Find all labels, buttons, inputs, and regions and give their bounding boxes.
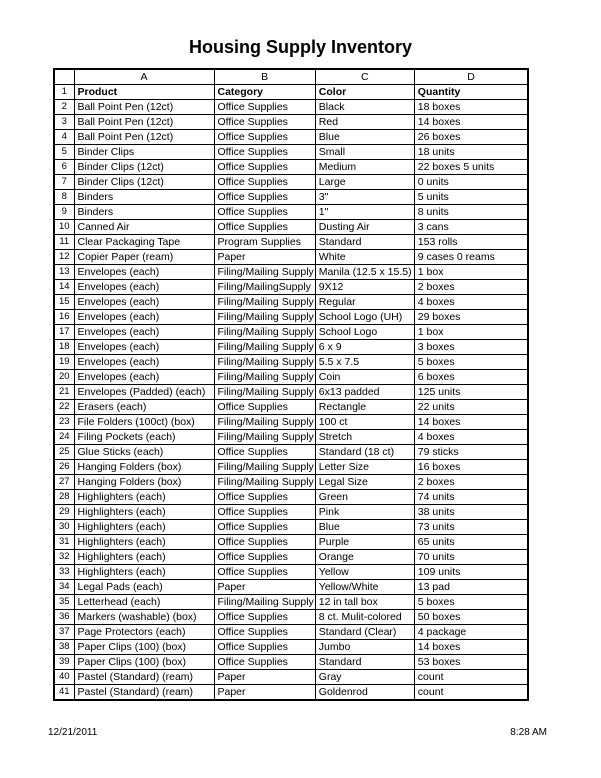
table-row — [54, 385, 528, 400]
cell-product: Highlighters (each) — [74, 550, 214, 565]
cell-category: Office Supplies — [214, 505, 315, 520]
cell-color: Standard (Clear) — [315, 625, 414, 640]
cell-product: Highlighters (each) — [74, 520, 214, 535]
cell-color: Purple — [315, 535, 414, 550]
cell-color: Yellow — [315, 565, 414, 580]
table-row — [54, 415, 528, 430]
table-row — [54, 265, 528, 280]
cell-category: Filing/Mailing Supply — [214, 415, 315, 430]
cell-category: Filing/Mailing Supply — [214, 475, 315, 490]
cell-category: Office Supplies — [214, 520, 315, 535]
cell-color: Standard — [315, 235, 414, 250]
table-row — [54, 505, 528, 520]
cell-product: Pastel (Standard) (ream) — [74, 685, 214, 701]
cell-color: Goldenrod — [315, 685, 414, 701]
table-row — [54, 250, 528, 265]
row-number: 3 — [54, 115, 74, 130]
cell-quantity: 4 boxes — [414, 295, 528, 310]
row-number: 29 — [54, 505, 74, 520]
cell-product: Erasers (each) — [74, 400, 214, 415]
table-row — [54, 520, 528, 535]
cell-category: Filing/Mailing Supply — [214, 325, 315, 340]
cell-category: Filing/Mailing Supply — [214, 370, 315, 385]
table-row — [54, 370, 528, 385]
cell-quantity: 16 boxes — [414, 460, 528, 475]
cell-color: 12 in tall box — [315, 595, 414, 610]
cell-quantity: 3 boxes — [414, 340, 528, 355]
row-number: 40 — [54, 670, 74, 685]
cell-color: Large — [315, 175, 414, 190]
cell-color: Dusting Air — [315, 220, 414, 235]
cell-product: Copier Paper (ream) — [74, 250, 214, 265]
table-row — [54, 175, 528, 190]
table-row — [54, 280, 528, 295]
cell-color: 100 ct — [315, 415, 414, 430]
cell-color: 6x13 padded — [315, 385, 414, 400]
cell-quantity: 3 cans — [414, 220, 528, 235]
cell-product: Pastel (Standard) (ream) — [74, 670, 214, 685]
row-number: 8 — [54, 190, 74, 205]
row-number: 28 — [54, 490, 74, 505]
table-row — [54, 640, 528, 655]
row-number: 10 — [54, 220, 74, 235]
cell-color: 5.5 x 7.5 — [315, 355, 414, 370]
cell-category: Office Supplies — [214, 445, 315, 460]
cell-color: Jumbo — [315, 640, 414, 655]
row-number: 1 — [54, 85, 74, 100]
footer-time: 8:28 AM — [510, 727, 547, 738]
cell-category: Office Supplies — [214, 490, 315, 505]
row-number: 26 — [54, 460, 74, 475]
cell-color: Rectangle — [315, 400, 414, 415]
cell-product: Paper Clips (100) (box) — [74, 655, 214, 670]
table-row — [54, 325, 528, 340]
cell-quantity: 53 boxes — [414, 655, 528, 670]
cell-color: Small — [315, 145, 414, 160]
footer-date: 12/21/2011 — [48, 727, 98, 738]
row-number: 41 — [54, 685, 74, 701]
cell-color: 8 ct. Mulit-colored — [315, 610, 414, 625]
cell-quantity: 2 boxes — [414, 280, 528, 295]
table-row — [54, 295, 528, 310]
cell-product: Hanging Folders (box) — [74, 460, 214, 475]
cell-product: Envelopes (each) — [74, 295, 214, 310]
cell-quantity: 109 units — [414, 565, 528, 580]
cell-category: Filing/Mailing Supply — [214, 340, 315, 355]
cell-quantity: 38 units — [414, 505, 528, 520]
cell-product: Envelopes (each) — [74, 355, 214, 370]
inventory-table — [53, 68, 529, 701]
cell-product: Envelopes (Padded) (each) — [74, 385, 214, 400]
cell-product: Binders — [74, 205, 214, 220]
cell-product: Letterhead (each) — [74, 595, 214, 610]
table-row — [54, 655, 528, 670]
cell-color: 6 x 9 — [315, 340, 414, 355]
row-number: 11 — [54, 235, 74, 250]
header-product: Product — [74, 85, 214, 100]
cell-category: Filing/MailingSupply — [214, 280, 315, 295]
cell-category: Office Supplies — [214, 565, 315, 580]
cell-product: Legal Pads (each) — [74, 580, 214, 595]
cell-color: School Logo (UH) — [315, 310, 414, 325]
table-row — [54, 400, 528, 415]
cell-color: Orange — [315, 550, 414, 565]
cell-color: Black — [315, 100, 414, 115]
row-number: 18 — [54, 340, 74, 355]
table-row — [54, 460, 528, 475]
cell-color: Legal Size — [315, 475, 414, 490]
row-number: 15 — [54, 295, 74, 310]
row-number: 23 — [54, 415, 74, 430]
cell-quantity: 8 units — [414, 205, 528, 220]
cell-color: Regular — [315, 295, 414, 310]
cell-product: File Folders (100ct) (box) — [74, 415, 214, 430]
row-number: 27 — [54, 475, 74, 490]
table-row — [54, 160, 528, 175]
row-number: 2 — [54, 100, 74, 115]
cell-category: Office Supplies — [214, 145, 315, 160]
table-row — [54, 130, 528, 145]
cell-category: Paper — [214, 250, 315, 265]
table-row — [54, 355, 528, 370]
row-number: 25 — [54, 445, 74, 460]
cell-color: Yellow/White — [315, 580, 414, 595]
cell-category: Filing/Mailing Supply — [214, 460, 315, 475]
row-number: 12 — [54, 250, 74, 265]
row-number: 19 — [54, 355, 74, 370]
table-row — [54, 610, 528, 625]
cell-quantity: 125 units — [414, 385, 528, 400]
cell-product: Envelopes (each) — [74, 325, 214, 340]
cell-quantity: 6 boxes — [414, 370, 528, 385]
cell-product: Filing Pockets (each) — [74, 430, 214, 445]
cell-product: Page Protectors (each) — [74, 625, 214, 640]
cell-color: Standard — [315, 655, 414, 670]
cell-quantity: 70 units — [414, 550, 528, 565]
cell-color: Manila (12.5 x 15.5) — [315, 265, 414, 280]
cell-color: Red — [315, 115, 414, 130]
column-letters-row — [54, 69, 528, 85]
cell-product: Highlighters (each) — [74, 535, 214, 550]
row-number: 6 — [54, 160, 74, 175]
cell-quantity: 9 cases 0 reams — [414, 250, 528, 265]
cell-category: Filing/Mailing Supply — [214, 430, 315, 445]
column-letter-d: D — [414, 69, 528, 85]
cell-category: Office Supplies — [214, 115, 315, 130]
cell-category: Filing/Mailing Supply — [214, 355, 315, 370]
table-row — [54, 685, 528, 701]
row-number: 34 — [54, 580, 74, 595]
cell-product: Envelopes (each) — [74, 265, 214, 280]
cell-color: Green — [315, 490, 414, 505]
cell-category: Office Supplies — [214, 220, 315, 235]
cell-product: Binders — [74, 190, 214, 205]
cell-category: Paper — [214, 685, 315, 701]
cell-color: Coin — [315, 370, 414, 385]
cell-quantity: 1 box — [414, 325, 528, 340]
cell-product: Envelopes (each) — [74, 340, 214, 355]
cell-quantity: 13 pad — [414, 580, 528, 595]
cell-category: Filing/Mailing Supply — [214, 265, 315, 280]
cell-quantity: 73 units — [414, 520, 528, 535]
cell-category: Office Supplies — [214, 190, 315, 205]
header-quantity: Quantity — [414, 85, 528, 100]
row-number: 35 — [54, 595, 74, 610]
cell-category: Filing/Mailing Supply — [214, 310, 315, 325]
table-row — [54, 100, 528, 115]
row-number: 7 — [54, 175, 74, 190]
cell-quantity: 74 units — [414, 490, 528, 505]
table-body — [54, 100, 528, 701]
cell-color: School Logo — [315, 325, 414, 340]
cell-category: Office Supplies — [214, 205, 315, 220]
row-number: 16 — [54, 310, 74, 325]
cell-quantity: count — [414, 670, 528, 685]
cell-quantity: 5 units — [414, 190, 528, 205]
column-letter-a: A — [74, 69, 214, 85]
cell-category: Office Supplies — [214, 175, 315, 190]
cell-category: Office Supplies — [214, 130, 315, 145]
cell-quantity: 4 boxes — [414, 430, 528, 445]
cell-quantity: 153 rolls — [414, 235, 528, 250]
table-row — [54, 670, 528, 685]
cell-category: Office Supplies — [214, 400, 315, 415]
cell-quantity: 50 boxes — [414, 610, 528, 625]
cell-category: Filing/Mailing Supply — [214, 385, 315, 400]
cell-quantity: 65 units — [414, 535, 528, 550]
row-number: 5 — [54, 145, 74, 160]
cell-product: Binder Clips — [74, 145, 214, 160]
cell-color: Blue — [315, 130, 414, 145]
table-row — [54, 310, 528, 325]
cell-product: Envelopes (each) — [74, 370, 214, 385]
cell-product: Envelopes (each) — [74, 310, 214, 325]
cell-category: Office Supplies — [214, 625, 315, 640]
cell-category: Paper — [214, 580, 315, 595]
cell-category: Office Supplies — [214, 160, 315, 175]
page-title: Housing Supply Inventory — [188, 37, 412, 57]
table-row — [54, 475, 528, 490]
table-row — [54, 535, 528, 550]
cell-category: Office Supplies — [214, 535, 315, 550]
cell-quantity: 22 units — [414, 400, 528, 415]
cell-category: Office Supplies — [214, 655, 315, 670]
table-row — [54, 340, 528, 355]
cell-product: Canned Air — [74, 220, 214, 235]
row-number: 37 — [54, 625, 74, 640]
corner-cell — [54, 69, 74, 85]
cell-product: Envelopes (each) — [74, 280, 214, 295]
row-number: 36 — [54, 610, 74, 625]
cell-quantity: 0 units — [414, 175, 528, 190]
row-number: 21 — [54, 385, 74, 400]
cell-quantity: 26 boxes — [414, 130, 528, 145]
cell-product: Paper Clips (100) (box) — [74, 640, 214, 655]
table-row — [54, 430, 528, 445]
cell-color: Gray — [315, 670, 414, 685]
cell-product: Ball Point Pen (12ct) — [74, 100, 214, 115]
table-row — [54, 580, 528, 595]
cell-color: Standard (18 ct) — [315, 445, 414, 460]
cell-color: Stretch — [315, 430, 414, 445]
row-number: 17 — [54, 325, 74, 340]
table-row — [54, 235, 528, 250]
row-number: 30 — [54, 520, 74, 535]
table-row — [54, 115, 528, 130]
table-row — [54, 205, 528, 220]
row-number: 13 — [54, 265, 74, 280]
cell-color: Blue — [315, 520, 414, 535]
cell-category: Program Supplies — [214, 235, 315, 250]
row-number: 4 — [54, 130, 74, 145]
cell-category: Office Supplies — [214, 610, 315, 625]
cell-color: 3" — [315, 190, 414, 205]
cell-color: 9X12 — [315, 280, 414, 295]
cell-quantity: 18 units — [414, 145, 528, 160]
cell-category: Filing/Mailing Supply — [214, 295, 315, 310]
cell-product: Ball Point Pen (12ct) — [74, 130, 214, 145]
row-number: 20 — [54, 370, 74, 385]
cell-quantity: 14 boxes — [414, 415, 528, 430]
cell-quantity: 5 boxes — [414, 355, 528, 370]
row-number: 22 — [54, 400, 74, 415]
cell-quantity: 1 box — [414, 265, 528, 280]
column-letter-b: B — [214, 69, 315, 85]
table-row — [54, 145, 528, 160]
header-category: Category — [214, 85, 315, 100]
table-row — [54, 490, 528, 505]
table-row — [54, 445, 528, 460]
table-row — [54, 550, 528, 565]
table-row — [54, 190, 528, 205]
cell-color: 1" — [315, 205, 414, 220]
cell-product: Glue Sticks (each) — [74, 445, 214, 460]
cell-quantity: 29 boxes — [414, 310, 528, 325]
header-color: Color — [315, 85, 414, 100]
table-row — [54, 220, 528, 235]
cell-product: Ball Point Pen (12ct) — [74, 115, 214, 130]
cell-product: Highlighters (each) — [74, 565, 214, 580]
row-number: 38 — [54, 640, 74, 655]
cell-product: Markers (washable) (box) — [74, 610, 214, 625]
cell-category: Office Supplies — [214, 100, 315, 115]
table-row — [54, 565, 528, 580]
cell-quantity: 18 boxes — [414, 100, 528, 115]
cell-product: Hanging Folders (box) — [74, 475, 214, 490]
cell-color: Letter Size — [315, 460, 414, 475]
cell-product: Highlighters (each) — [74, 490, 214, 505]
cell-quantity: 2 boxes — [414, 475, 528, 490]
cell-color: Pink — [315, 505, 414, 520]
row-number: 24 — [54, 430, 74, 445]
cell-quantity: 22 boxes 5 units — [414, 160, 528, 175]
row-number: 39 — [54, 655, 74, 670]
cell-quantity: 14 boxes — [414, 115, 528, 130]
row-number: 14 — [54, 280, 74, 295]
table-row — [54, 595, 528, 610]
cell-quantity: 14 boxes — [414, 640, 528, 655]
cell-product: Binder Clips (12ct) — [74, 175, 214, 190]
cell-category: Paper — [214, 670, 315, 685]
cell-color: Medium — [315, 160, 414, 175]
row-number: 32 — [54, 550, 74, 565]
cell-quantity: count — [414, 685, 528, 701]
cell-quantity: 4 package — [414, 625, 528, 640]
cell-category: Office Supplies — [214, 550, 315, 565]
table-row — [54, 625, 528, 640]
cell-color: White — [315, 250, 414, 265]
cell-product: Clear Packaging Tape — [74, 235, 214, 250]
cell-quantity: 79 sticks — [414, 445, 528, 460]
cell-category: Filing/Mailing Supply — [214, 595, 315, 610]
row-number: 31 — [54, 535, 74, 550]
column-letter-c: C — [315, 69, 414, 85]
cell-product: Binder Clips (12ct) — [74, 160, 214, 175]
row-number: 9 — [54, 205, 74, 220]
cell-category: Office Supplies — [214, 640, 315, 655]
row-number: 33 — [54, 565, 74, 580]
field-header-row — [54, 85, 528, 100]
cell-quantity: 5 boxes — [414, 595, 528, 610]
cell-product: Highlighters (each) — [74, 505, 214, 520]
